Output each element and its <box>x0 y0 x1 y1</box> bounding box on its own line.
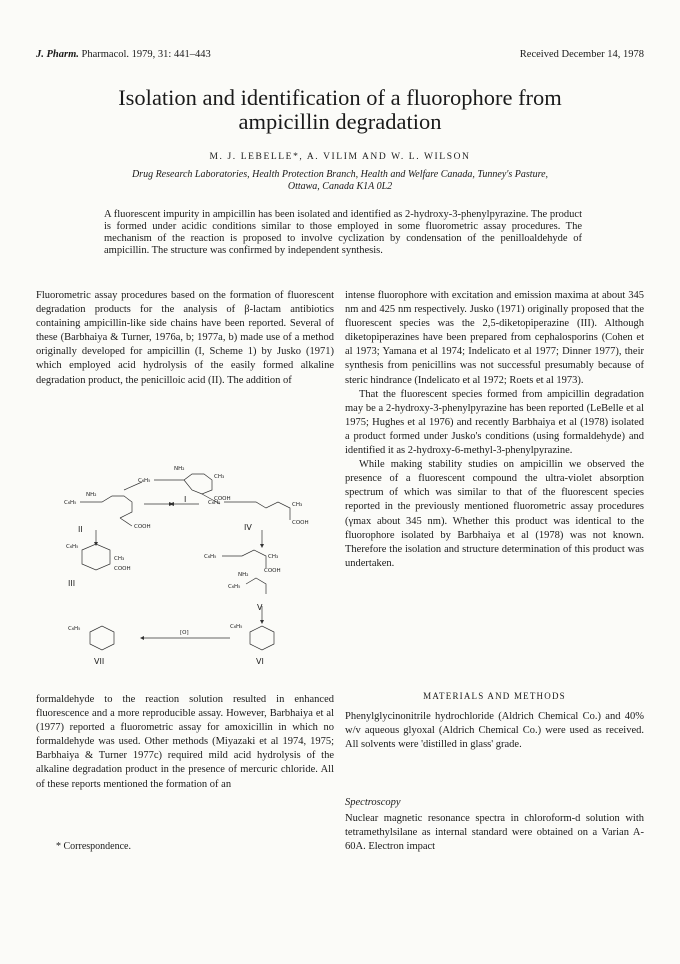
c6h5-label: C₆H₅ <box>64 500 77 506</box>
label-III: III <box>68 579 76 588</box>
structure-I <box>154 474 212 494</box>
c6h5-label: C₆H₅ <box>68 626 81 632</box>
structure-II <box>80 496 132 518</box>
nh2-label: NH₂ <box>238 572 249 578</box>
cooh-label: COOH <box>114 566 131 572</box>
c6h5-label: C₆H₅ <box>208 500 221 506</box>
citation: J. Pharm. Pharmacol. 1979, 31: 441–443 <box>36 49 211 60</box>
label-II: II <box>78 525 83 534</box>
structure-V <box>222 550 266 568</box>
cooh-label: COOH <box>134 524 151 530</box>
ch3-label: CH₃ <box>292 502 303 508</box>
authors: M. J. LEBELLE*, A. VILIM AND W. L. WILSON <box>209 152 471 162</box>
label-VI: VI <box>256 657 264 666</box>
left-column-paragraph-2: formaldehyde to the reaction solution resulted in enhanced fluorescence and a more reproducible assay. However, Barbhaiya et al (1977) reported a fluorometric assay for amoxicillin in which no formaldehyde was used. Other methods (Miyazaki et al 1974, 1975; Barbhaiya & Turner 1977c) required mild acid hydrolysis of the alkaline degradation product in the presence of mercuric chloride. All of these reports mentioned the formation of an <box>36 694 334 790</box>
label-I: I <box>184 495 187 504</box>
c6h5-label: C₆H₅ <box>66 544 79 550</box>
left-column-paragraph-1: Fluorometric assay procedures based on the formation of fluorescent degradation products for the analysis of β-lactam antibiotics containing ampicillin-like side chains have been reported. Several of these (Barbhaiya & Turner, 1976a, b; 1977a, b) made use of a method originally developed for ampicillin (I, Scheme 1) by Jusko (1971) which employed acid hydrolysis of the easily formed alkaline degradation product, the penicilloic acid (II). The addition of <box>36 290 334 386</box>
affiliation: Drug Research Laboratories, Health Protection Branch, Health and Welfare Canada, Tunney's Pasture, Ottawa, Canada K1A 0L2 <box>131 169 549 192</box>
structure-VI <box>250 626 274 650</box>
article-title: Isolation and identification of a fluorophore from ampicillin degradation <box>118 85 562 134</box>
label-V: V <box>257 603 263 612</box>
structure-VII <box>90 626 114 650</box>
cooh-label: COOH <box>214 496 231 502</box>
ch3-label: CH₃ <box>268 554 279 560</box>
c6h5-label: C₆H₅ <box>204 554 217 560</box>
subheading-spectroscopy: Spectroscopy <box>345 797 401 808</box>
label-IV: IV <box>244 523 252 532</box>
ch3-label: CH₃ <box>114 556 125 562</box>
right-column-text: intense fluorophore with excitation and emission maxima at about 345 nm and 425 nm respectively. Jusko (1971) originally proposed that the fluorescent species was the 2,5-diketopiperazine (III). Although diketopiperazines have been prepared from cephalosporins (Cohen et al 1973; Yamana et al 1974; Indelicato et al 1977; Dinner 1977), their synthesis from penicillins was not successful presumably because of steric hindrance (Indelicato et al 1972; Roets et al 1973). That the fluorescent species formed from ampicillin degradation may be a 2-hydroxy-3-phenylpyrazine has been reported (LeBelle et al 1975; Hughes et al 1976) and recently Barbhaiya et al (1978) isolated a product formed under Jusko's conditions (using formaldehyde) and identified it as 2-hydroxy-6-methyl-3-phenylpyrazine. While making stability studies on ampicillin we observed the presence of a fluorescent compound the ultra-violet absorption spectrum of which was similar to that of the fluorescent species reported in the previously mentioned fluorometric assay procedures (γmax about 345 nm). Whether this product was identical to the fluorophore isolated by Barbhaiya et al (1978) was not known. Therefore the isolation and structure determination of this product was undertaken. <box>345 290 644 569</box>
c6h5-label: C₆H₅ <box>230 624 243 630</box>
nh2-label: NH₂ <box>174 466 185 472</box>
cooh-label: COOH <box>292 520 309 526</box>
reaction-scheme <box>34 460 336 680</box>
nh2-label: NH₂ <box>86 492 97 498</box>
label-VII: VII <box>94 657 105 666</box>
ch3-label: CH₃ <box>214 474 225 480</box>
oxidation-label: [O] <box>180 630 189 636</box>
structure-III <box>82 544 110 570</box>
c6h5-label: C₆H₅ <box>228 584 241 590</box>
materials-paragraph: Phenylglycinonitrile hydrochloride (Aldrich Chemical Co.) and 40% w/v aqueous glyoxal (Aldrich Chemical Co.) were used as received. All solvents were 'distilled in glass' grade. <box>345 711 644 751</box>
cooh-label: COOH <box>264 568 281 574</box>
section-heading-materials-methods: MATERIALS AND METHODS <box>423 691 566 701</box>
footnote: * Correspondence. <box>56 841 131 852</box>
abstract: A fluorescent impurity in ampicillin has been isolated and identified as 2-hydroxy-3-phenylpyrazine. The product is formed under acidic conditions similar to those employed in some fluorometric assay procedures. The mechanism of the reaction is proposed to involve cyclization by condensation of the penilloaldehyde of ampicillin. The structure was confirmed by independent synthesis. <box>104 209 582 256</box>
spectroscopy-paragraph: Nuclear magnetic resonance spectra in chloroform-d solution with tetramethylsilane as internal standard were obtained on a Varian A-60A. Electron impact <box>345 813 644 853</box>
c6h5-label: C₆H₅ <box>138 478 151 484</box>
structure-IV <box>224 502 290 520</box>
received-date: Received December 14, 1978 <box>519 49 644 60</box>
